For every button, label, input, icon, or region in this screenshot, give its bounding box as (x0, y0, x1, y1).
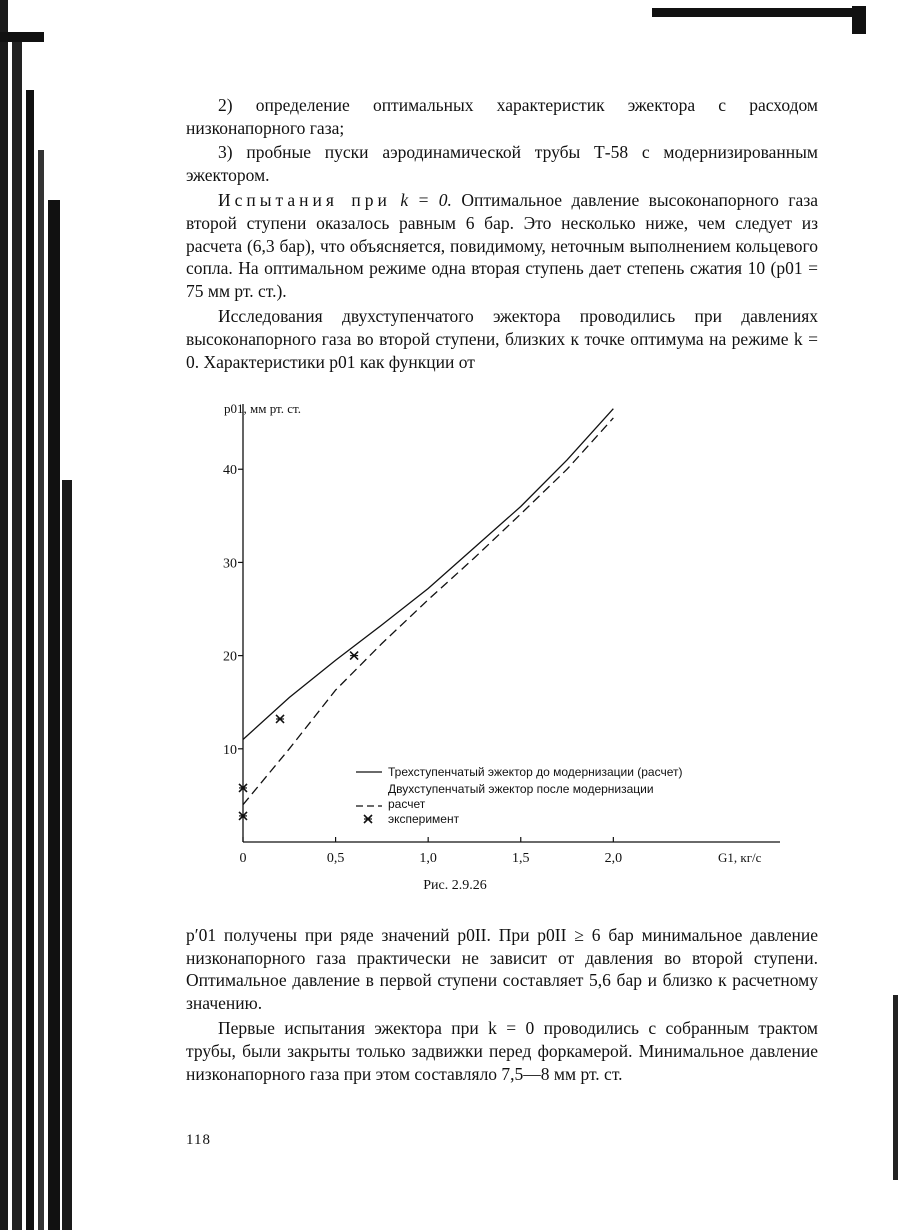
series-line-solid (243, 409, 613, 740)
chart-legend (356, 765, 682, 826)
x-tick-label: 2,0 (604, 851, 623, 866)
x-axis-label: G1, кг/с (718, 850, 762, 865)
experiment-point (350, 652, 358, 660)
paragraph-after-figure: p′01 получены при ряде значений p0II. При p0II ≥ 6 бар минимальное давление низконапорного газа практически не зависит от давления во второй ступени. Оптимальное давление в первой ступени составляет 5,6 бар и близко к расчетному значению. (186, 925, 818, 1013)
list-item-3: 3) пробные пуски аэродинамической трубы Т-58 с модернизированным эжектором. (186, 142, 818, 185)
legend-group-label: Двухступенчатый эжектор после модернизации (388, 782, 654, 796)
experiment-point (276, 715, 284, 723)
x-tick-label: 0,5 (326, 851, 345, 866)
paragraph-tests-condition: k = 0. (400, 190, 452, 211)
legend-stars-label: эксперимент (388, 812, 460, 826)
y-tick-label: 40 (223, 463, 237, 479)
chart-lines (243, 409, 613, 805)
chart-points (239, 652, 358, 820)
x-tick-label: 0 (239, 851, 247, 866)
paragraph-tests-body: Оптимальное давление высоконапорного газа второй ступени оказалось равным 6 бар. Это несколько ниже, чем следует из расчета (6,3 бар), что объясняется, повидимому, неточным выполнением кольцевого сопла. На оптимальном режиме одна вторая ступень дает степень сжатия 10 (p01 = 75 мм рт. ст.). (186, 190, 819, 301)
y-tick-label: 20 (223, 649, 237, 665)
paragraph-first-tests: Первые испытания эжектора при k = 0 проводились с собранным трактом трубы, были закрыты только задвижки перед форкамерой. Минимальное давление низконапорного газа при этом составляло 7,5—8 мм рт. ст. (186, 1018, 818, 1084)
list-item-2: 2) определение оптимальных характеристик эжектора с расходом низконапорного газа; (186, 95, 818, 138)
series-line-dashed (243, 418, 613, 805)
legend-dashed-label: расчет (388, 797, 426, 811)
text-block-bottom (186, 924, 818, 1085)
paragraph-tests-heading: Испытания при (218, 190, 391, 211)
x-tick-label: 1,5 (512, 851, 530, 866)
legend-solid-label: Трехступенчатый эжектор до модернизации (расчет) (388, 765, 683, 779)
figure-caption: Рис. 2.9.26 (423, 878, 487, 893)
y-tick-label: 30 (223, 556, 237, 572)
paragraph-study: Исследования двухступенчатого эжектора проводились при давлениях высоконапорного газа во второй ступени, близких к точке оптимума на режиме k = 0. Характеристики p01 как функции от (186, 306, 818, 372)
legend-star-swatch (364, 815, 372, 823)
y-axis-label: p01, мм рт. ст. (224, 401, 301, 416)
x-tick-label: 1,0 (419, 851, 437, 866)
page-number: 118 (186, 1132, 211, 1148)
y-tick-label: 10 (223, 742, 237, 758)
